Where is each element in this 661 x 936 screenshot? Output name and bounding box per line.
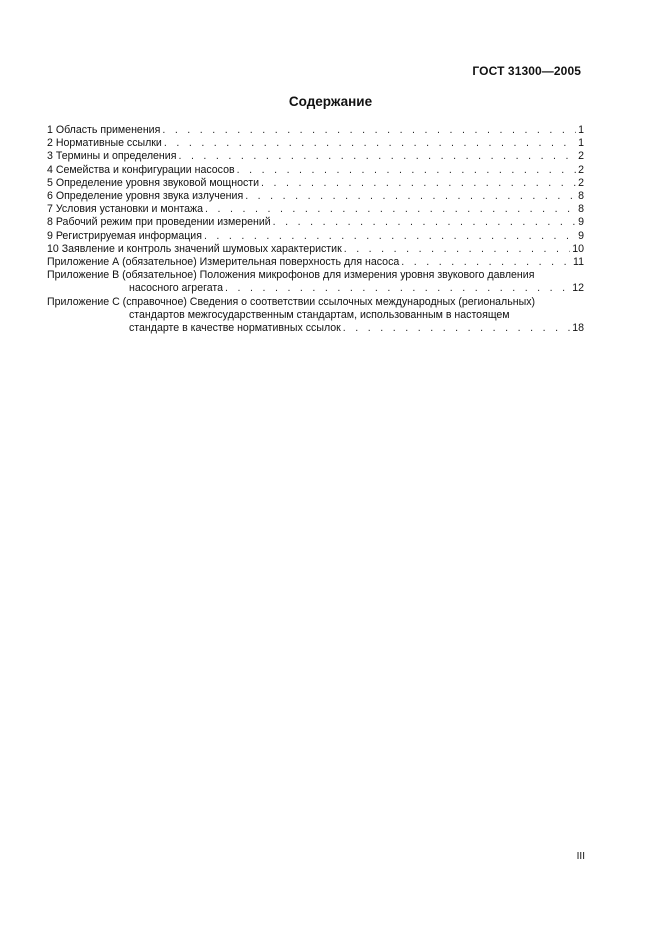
dot-leader [245,190,576,203]
dot-leader [343,322,570,335]
toc-item-label: 8 Рабочий режим при проведении измерений [47,216,271,229]
toc-item-page: 18 [572,322,584,335]
toc-item-page: 10 [572,242,584,255]
toc-item-page: 9 [578,229,584,242]
toc-item-page: 2 [578,150,584,163]
toc-item[interactable] [47,177,584,190]
toc-item-page: 2 [578,163,584,176]
page-title: Содержание [288,94,373,109]
toc-item[interactable] [47,256,584,269]
dot-leader [204,230,576,243]
toc-item-label: 5 Определение уровня звуковой мощности [47,176,260,189]
table-of-contents [47,124,584,335]
dot-leader [225,282,570,295]
toc-item-label: 6 Определение уровня звука излучения [47,190,244,203]
toc-item[interactable] [47,150,584,163]
toc-item-page: 8 [578,203,584,216]
toc-item-label-line: стандартов межгосударственным стандартам, использованным в настоящем [129,308,510,321]
toc-item-page: 1 [578,124,584,136]
toc-item-label: 4 Семейства и конфигурации насосов [47,163,235,176]
toc-item-label: Приложение А (обязательное) Измерительная поверхность для насоса [47,256,400,269]
toc-item-page: 12 [572,282,584,295]
dot-leader [162,124,576,137]
toc-item[interactable] [47,243,584,256]
toc-item[interactable] [47,137,584,150]
toc-item-label: 9 Регистрируемая информация [47,229,202,242]
document-code: ГОСТ 31300—2005 [472,64,581,78]
toc-item-label-line: стандарте в качестве нормативных ссылок [129,322,341,335]
dot-leader [261,177,576,190]
toc-item-page: 11 [573,256,584,269]
toc-item-appendix-b[interactable] [47,269,584,295]
toc-item[interactable] [47,230,584,243]
dot-leader [237,164,576,177]
page-number: III [576,851,585,862]
toc-item-label: 3 Термины и определения [47,150,177,163]
toc-item[interactable] [47,190,584,203]
toc-item-label: 10 Заявление и контроль значений шумовых характеристик [47,242,342,255]
toc-item-appendix-c[interactable] [47,296,584,336]
toc-item-page: 1 [578,137,584,150]
toc-item[interactable] [47,124,584,137]
toc-item-label-line: насосного агрегата [129,282,224,295]
toc-item[interactable] [47,216,584,229]
dot-leader [401,256,571,269]
toc-item-page: 8 [578,190,584,203]
toc-item-label: 2 Нормативные ссылки [47,137,162,150]
toc-item-label-line: Приложение С (справочное) Сведения о соответствии ссылочных международных (региональных) [47,295,536,308]
toc-item-label: 1 Область применения [47,124,161,136]
dot-leader [164,137,576,150]
toc-item[interactable] [47,203,584,216]
toc-item-label: 7 Условия установки и монтажа [47,203,204,216]
dot-leader [178,150,576,163]
dot-leader [344,243,571,256]
toc-item-label-line: Приложение В (обязательное) Положения микрофонов для измерения уровня звукового давления [47,269,535,282]
dot-leader [205,203,576,216]
toc-item[interactable] [47,164,584,177]
toc-item-page: 2 [578,176,584,189]
toc-item-page: 9 [578,216,584,229]
dot-leader [273,216,576,229]
